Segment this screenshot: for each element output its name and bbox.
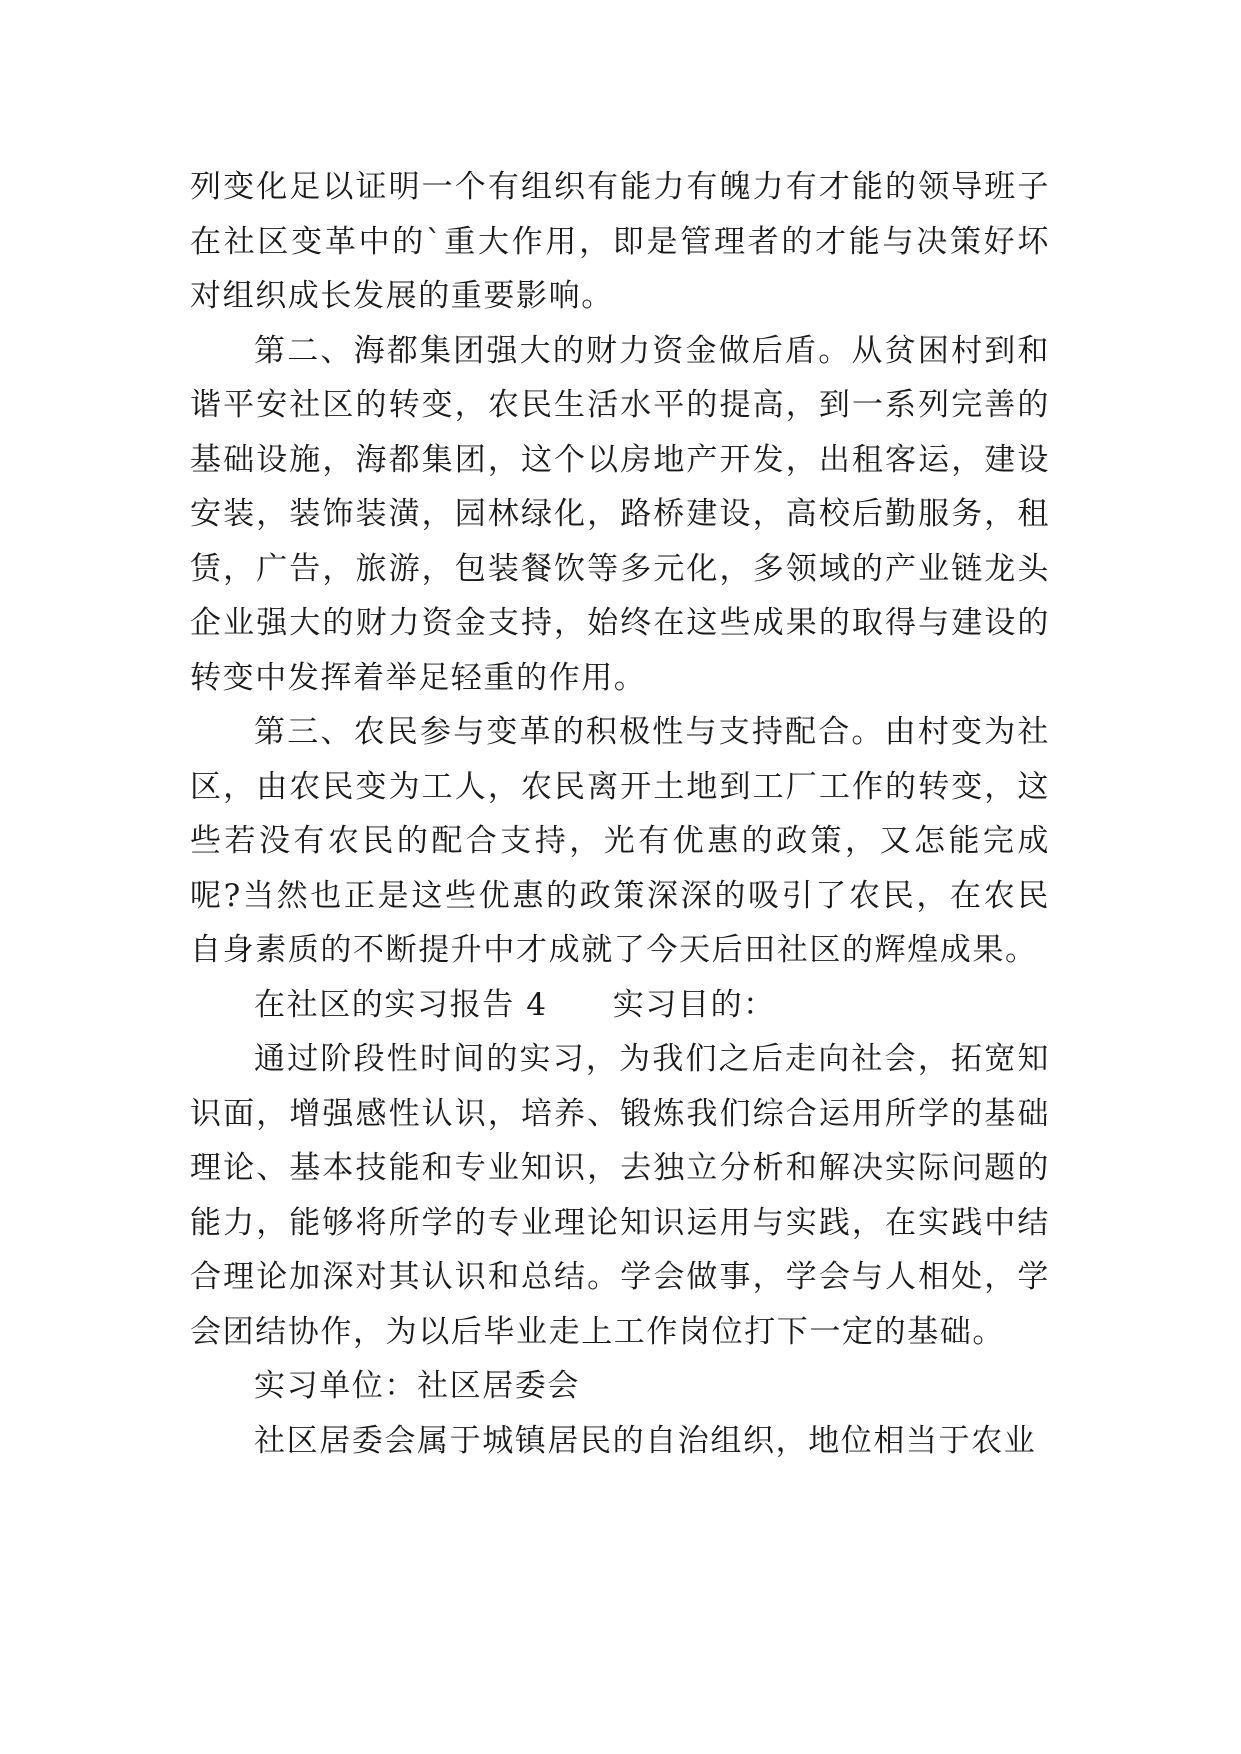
document-body [190, 160, 1050, 1468]
paragraph-residents-committee: 社区居委会属于城镇居民的自治组织，地位相当于农业 [254, 1422, 1037, 1459]
paragraph-internship-purpose: 通过阶段性时间的实习，为我们之后走向社会，拓宽知识面，增强感性认识，培养、锻炼我们综合运用所学的基础理论、基本技能和专业知识，去独立分析和解决实际问题的能力，能够将所学的专业理论知识运用与实践，在实践中结合理论加深对其认识和总结。学会做事，学会与人相处，学会团结协作，为以后毕业走上工作岗位打下一定的基础。 [190, 1041, 1050, 1350]
internship-unit-heading: 实习单位：社区居委会 [254, 1368, 580, 1404]
report-heading: 在社区的实习报告 4 实习目的： [254, 986, 776, 1023]
paragraph-farmer-participation: 第三、农民参与变革的积极性与支持配合。由村变为社区，由农民变为工人，农民离开土地到工厂工作的转变，这些若没有农民的配合支持，光有优惠的政策，又怎能完成呢?当然也正是这些优惠的政策深深的吸引了农民，在农民自身素质的不断提升中才成就了今天后田社区的辉煌成果。 [190, 714, 1050, 968]
paragraph-leadership-conclusion: 列变化足以证明一个有组织有能力有魄力有才能的领导班子在社区变革中的`重大作用，即是管理者的才能与决策好坏对组织成长发展的重要影响。 [190, 169, 1050, 314]
paragraph-haidu-group-funding: 第二、海都集团强大的财力资金做后盾。从贫困村到和谐平安社区的转变，农民生活水平的提高，到一系列完善的基础设施，海都集团，这个以房地产开发，出租客运，建设安装，装饰装潢，园林绿化，路桥建设，高校后勤服务，租赁，广告，旅游，包装餐饮等多元化，多领域的产业链龙头企业强大的财力资金支持，始终在这些成果的取得与建设的转变中发挥着举足轻重的作用。 [190, 332, 1050, 696]
